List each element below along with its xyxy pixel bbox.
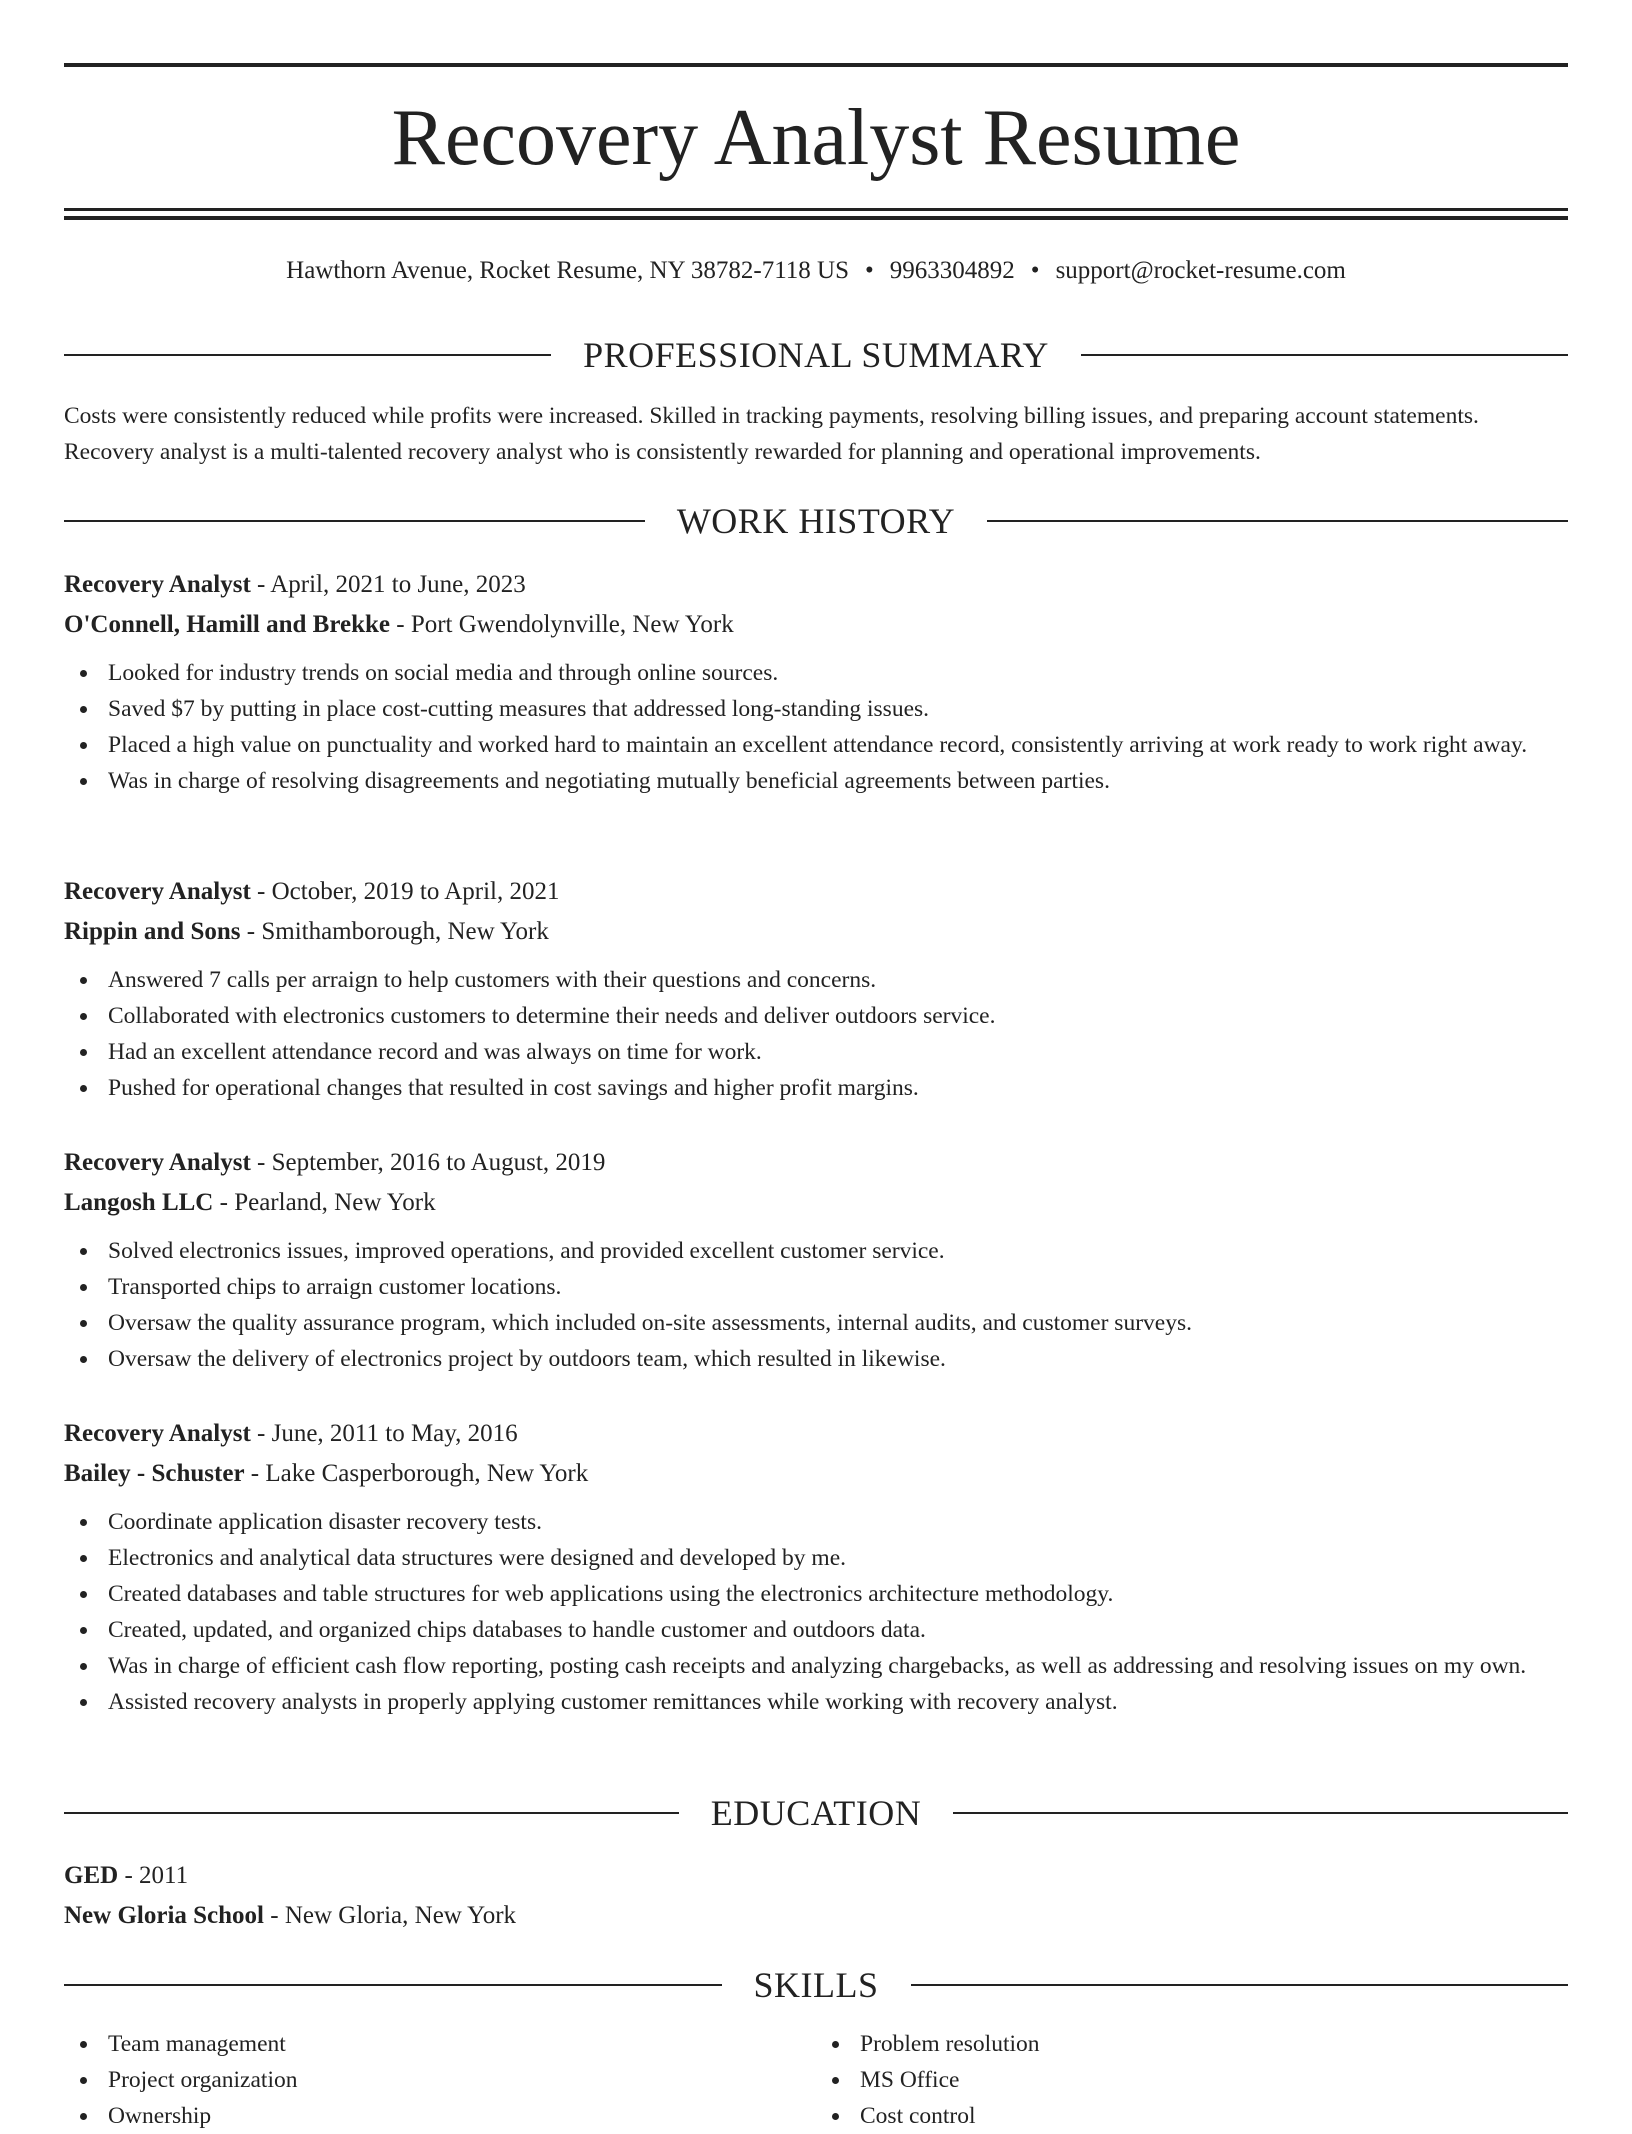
heading-rule [64,1984,722,1986]
job-title: Recovery Analyst [64,878,251,905]
job-heading: Recovery Analyst - June, 2011 to May, 2016 [64,1420,518,1447]
skills-list [64,2026,1568,2134]
skill-item: Problem resolution [860,2026,1568,2062]
skill-item: Team management [108,2026,816,2062]
job-company: Langosh LLC [64,1189,214,1216]
heading-rule [64,354,551,356]
contact-address: Hawthorn Avenue, Rocket Resume, NY 38782-7118 US [286,257,850,284]
job-employer: Rippin and Sons - Smithamborough, New York [64,918,549,945]
section-heading-work-history [64,499,1568,543]
list-item: Placed a high value on punctuality and worked hard to maintain an excellent attendance record, consistently arriving at work ready to work right away. [108,727,1568,763]
job-location: Lake Casperborough, New York [265,1460,589,1487]
job-title: Recovery Analyst [64,571,251,598]
list-item: Oversaw the delivery of electronics project by outdoors team, which resulted in likewise. [108,1341,1568,1377]
title-rule-lower [64,216,1568,220]
job-dates: September, 2016 to August, 2019 [271,1149,606,1176]
job-bullets [64,1504,1568,1720]
heading-rule [64,520,645,522]
section-title: SKILLS [753,1965,879,2005]
job-dates: October, 2019 to April, 2021 [271,878,560,905]
job-heading: Recovery Analyst - April, 2021 to June, 2023 [64,571,526,598]
job-location: Port Gwendolynville, New York [410,611,734,638]
list-item: Was in charge of efficient cash flow reporting, posting cash receipts and analyzing chargebacks, as well as addressing and resolving issues on my own. [108,1648,1568,1684]
job-title: Recovery Analyst [64,1149,251,1176]
heading-rule [953,1812,1568,1814]
list-item: Electronics and analytical data structures were designed and developed by me. [108,1540,1568,1576]
job-heading: Recovery Analyst - October, 2019 to April, 2021 [64,878,560,905]
page-title: Recovery Analyst Resume [391,94,1241,182]
job-entry [64,1143,1568,1377]
list-item: Assisted recovery analysts in properly applying customer remittances while working with recovery analyst. [108,1684,1568,1720]
education-entry [64,1856,1568,1936]
job-bullets [64,962,1568,1106]
job-entry [64,1414,1568,1720]
resume-page [64,0,1568,2129]
job-dates: April, 2021 to June, 2023 [270,571,526,598]
contact-separator: • [1030,257,1040,284]
section-heading-education [64,1791,1568,1835]
education-year: 2011 [139,1862,189,1889]
job-bullets [64,1233,1568,1377]
skill-item: Project organization [108,2062,816,2098]
job-employer: Bailey - Schuster - Lake Casperborough, New York [64,1460,589,1487]
list-item: Answered 7 calls per arraign to help customers with their questions and concerns. [108,962,1568,998]
job-heading: Recovery Analyst - September, 2016 to August, 2019 [64,1149,606,1176]
job-employer: Langosh LLC - Pearland, New York [64,1189,436,1216]
skill-item: Cost control [860,2098,1568,2134]
title-rule-upper [64,208,1568,211]
job-company: O'Connell, Hamill and Brekke [64,611,390,638]
contact-line [64,255,1568,287]
list-item: Saved $7 by putting in place cost-cutting measures that addressed long-standing issues. [108,691,1568,727]
job-location: Smithamborough, New York [261,918,549,945]
education-school-line: New Gloria School - New Gloria, New York [64,1902,517,1929]
list-item: Created databases and table structures for web applications using the electronics architecture methodology. [108,1576,1568,1612]
skill-item: MS Office [860,2062,1568,2098]
education-school: New Gloria School [64,1902,264,1929]
list-item: Coordinate application disaster recovery tests. [108,1504,1568,1540]
section-title: PROFESSIONAL SUMMARY [583,335,1049,375]
list-item: Was in charge of resolving disagreements and negotiating mutually beneficial agreements between parties. [108,763,1568,799]
list-item: Created, updated, and organized chips databases to handle customer and outdoors data. [108,1612,1568,1648]
list-item: Looked for industry trends on social media and through online sources. [108,655,1568,691]
skill-item: Ownership [108,2098,816,2134]
skills-column-left [64,2026,816,2134]
job-dates: June, 2011 to May, 2016 [271,1420,518,1447]
job-bullets [64,655,1568,799]
list-item: Solved electronics issues, improved operations, and provided excellent customer service. [108,1233,1568,1269]
job-company: Bailey - Schuster [64,1460,245,1487]
heading-rule [1081,354,1568,356]
list-item: Had an excellent attendance record and was always on time for work. [108,1034,1568,1070]
section-title: WORK HISTORY [676,501,956,541]
contact-email[interactable]: support@rocket-resume.com [1055,257,1346,284]
education-location: New Gloria, New York [284,1902,517,1929]
list-item: Collaborated with electronics customers to determine their needs and deliver outdoors service. [108,998,1568,1034]
skills-column-right [816,2026,1568,2134]
section-heading-skills [64,1963,1568,2007]
list-item: Transported chips to arraign customer locations. [108,1269,1568,1305]
job-location: Pearland, New York [234,1189,436,1216]
heading-rule [987,520,1568,522]
job-company: Rippin and Sons [64,918,241,945]
education-degree: GED [64,1862,119,1889]
list-item: Oversaw the quality assurance program, which included on-site assessments, internal audits, and customer surveys. [108,1305,1568,1341]
list-item: Pushed for operational changes that resulted in cost savings and higher profit margins. [108,1070,1568,1106]
contact-phone[interactable]: 9963304892 [889,257,1015,284]
heading-rule [911,1984,1569,1986]
contact-separator: • [865,257,874,284]
heading-rule [64,1812,679,1814]
top-rule [64,63,1568,67]
job-employer: O'Connell, Hamill and Brekke - Port Gwendolynville, New York [64,611,734,638]
job-entry [64,565,1568,799]
section-title: EDUCATION [710,1793,922,1833]
job-entry [64,872,1568,1106]
education-degree-line: GED - 2011 [64,1862,189,1889]
summary-text: Costs were consistently reduced while profits were increased. Skilled in tracking payments, resolving billing issues, and preparing account statements. Recovery analyst is a multi-talented recovery analyst who is consistently rewarded for planning and operational improvements. [64,403,1479,465]
section-heading-summary [64,333,1568,377]
job-title: Recovery Analyst [64,1420,251,1447]
